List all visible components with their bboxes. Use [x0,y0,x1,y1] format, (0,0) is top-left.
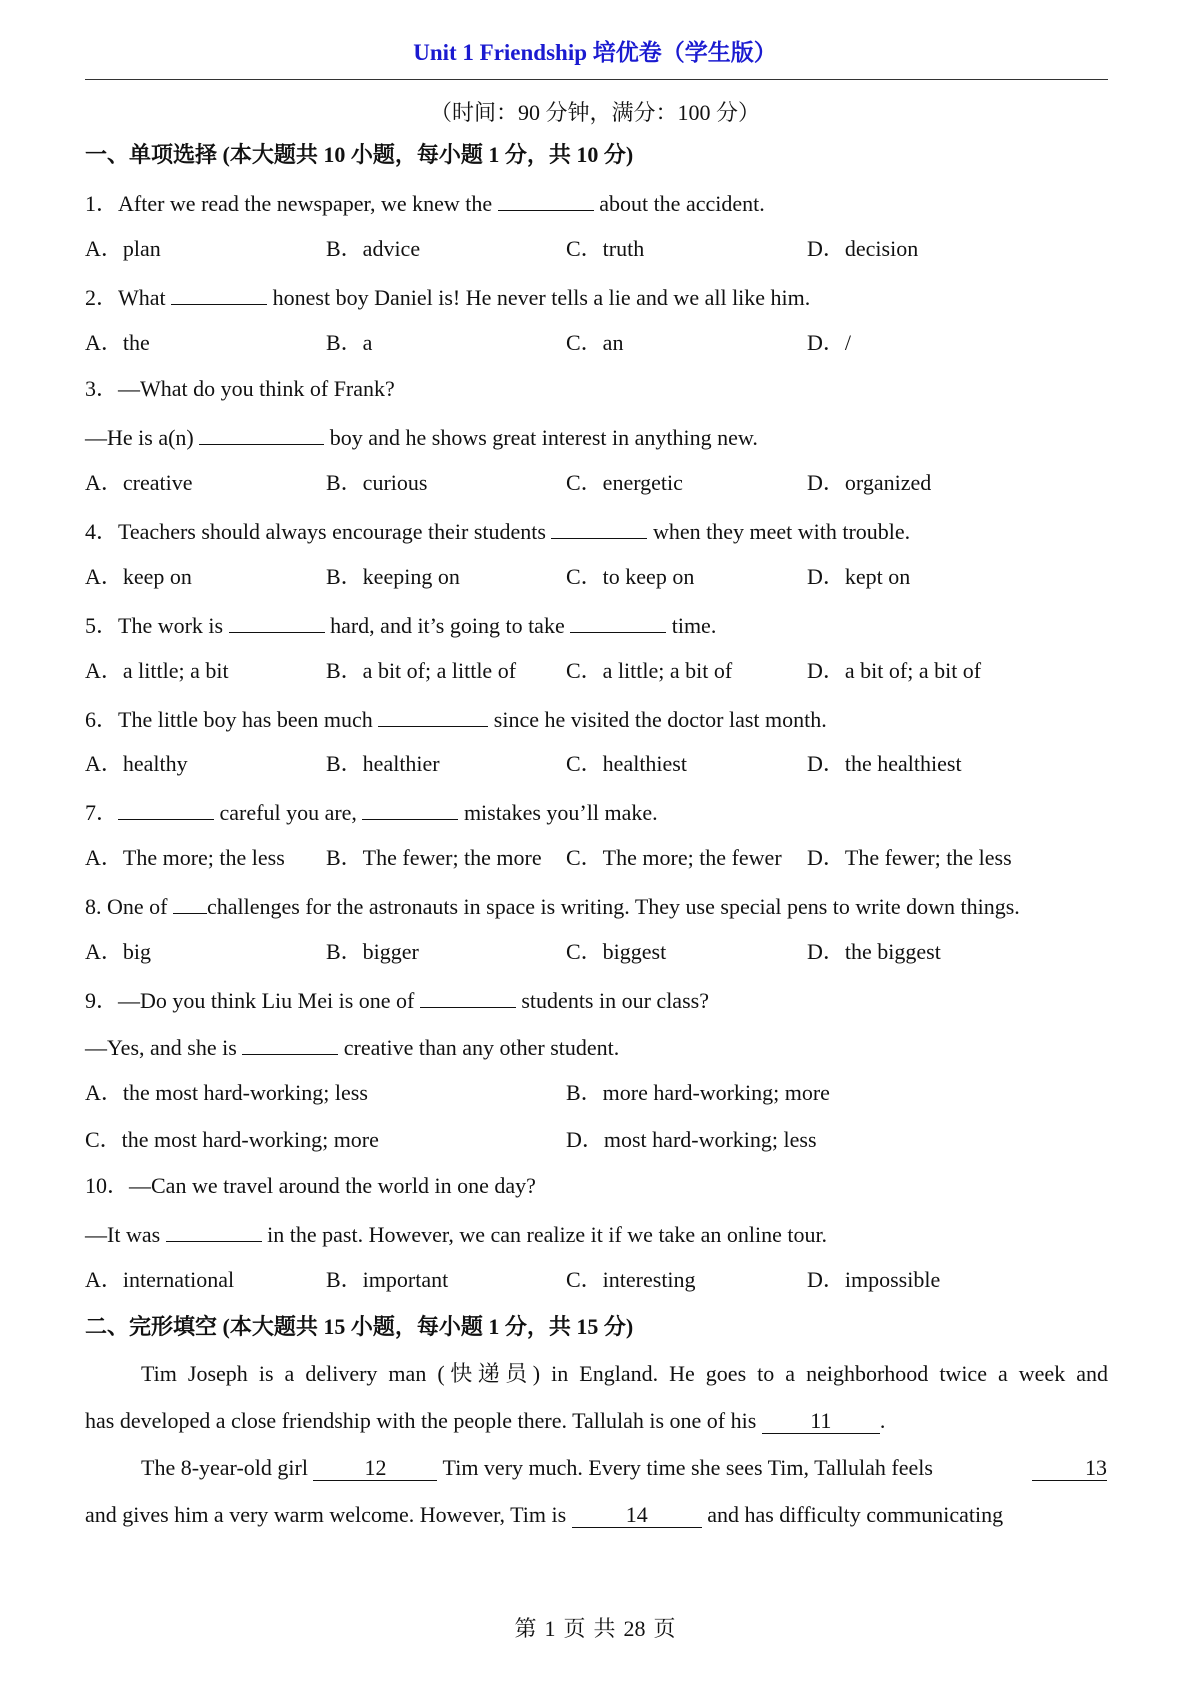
q4-option-b: B．keeping on [326,564,460,589]
question-6: 6．The little boy has been much since he visited the doctor last month. [85,704,827,734]
q8-option-d: D．the biggest [807,939,941,964]
section-2-heading: 二、完形填空 (本大题共 15 小题，每小题 1 分，共 15 分) [85,1314,634,1339]
footer-text: 页 [563,1616,586,1641]
q7-option-c: C．The more; the fewer [566,845,782,870]
page-title: Unit 1 Friendship 培优卷（学生版） [413,40,777,65]
q7-option-d: D．The fewer; the less [807,845,1012,870]
q2-option-b: B．a [326,330,373,355]
q1-option-b: B．advice [326,236,421,261]
blank-14[interactable]: 14 [572,1503,702,1528]
q10-option-c: C．interesting [566,1267,696,1292]
q8-option-a: A．big [85,939,152,964]
q9-option-c: C．the most hard-working; more [85,1127,379,1152]
q2-option-c: C．an [566,330,624,355]
blank-11[interactable]: 11 [762,1409,880,1434]
q6-option-a: A．healthy [85,751,188,776]
exam-time-info: （时间：90 分钟，满分：100 分） [429,100,760,125]
q4-option-d: D．kept on [807,564,911,589]
passage-line: The 8-year-old girl 12 Tim very much. Every time she sees Tim, Tallulah feels [141,1455,933,1480]
q5-option-c: C．a little; a bit of [566,658,733,683]
q1-option-a: A．plan [85,236,161,261]
q1-option-d: D．decision [807,236,919,261]
question-3-reply: —He is a(n) boy and he shows great interest in anything new. [85,422,758,452]
q6-option-d: D．the healthiest [807,751,962,776]
question-3: 3．—What do you think of Frank? [85,376,395,401]
question-9-reply: —Yes, and she is creative than any other student. [85,1032,619,1062]
q7-option-a: A．The more; the less [85,845,285,870]
passage-line [1032,1454,1107,1482]
q3-option-c: C．energetic [566,470,683,495]
q4-option-a: A．keep on [85,564,192,589]
q10-option-d: D．impossible [807,1267,941,1292]
page-footer [0,1612,1190,1643]
section-1-heading: 一、单项选择 (本大题共 10 小题，每小题 1 分，共 10 分) [85,142,634,167]
q3-option-a: A．creative [85,470,193,495]
q3-option-b: B．curious [326,470,428,495]
passage-line: and gives him a very warm welcome. However, Tim is 14 and has difficulty communicating [85,1502,1004,1527]
question-8: 8. One of challenges for the astronauts in space is writing. They use special pens to write down things. [85,891,1020,921]
q2-option-a: A．the [85,330,150,355]
footer-text: 共 [593,1616,616,1641]
q8-option-b: B．bigger [326,939,419,964]
question-9: 9．—Do you think Liu Mei is one of students in our class? [85,985,709,1015]
q10-option-b: B．important [326,1267,449,1292]
q5-option-a: A．a little; a bit [85,658,229,683]
passage-line: has developed a close friendship with the people there. Tallulah is one of his 11 . [85,1408,886,1433]
q5-option-b: B．a bit of; a little of [326,658,517,683]
q7-option-b: B．The fewer; the more [326,845,542,870]
passage-line: Tim Joseph is a delivery man (快递员) in England. He goes to a neighborhood twice a week and [141,1361,1108,1386]
footer-text: 第 [514,1616,537,1641]
question-1: 1．After we read the newspaper, we knew the about the accident. [85,188,765,218]
question-10: 10．—Can we travel around the world in one day? [85,1173,536,1198]
question-5: 5．The work is hard, and it’s going to take time. [85,610,716,640]
page-number: 1 [544,1616,556,1641]
q2-option-d: D．/ [807,330,852,355]
q4-option-c: C．to keep on [566,564,695,589]
q9-option-d: D．most hard-working; less [566,1127,817,1152]
q5-option-d: D．a bit of; a bit of [807,658,982,683]
title-divider [85,79,1108,80]
question-10-reply: —It was in the past. However, we can realize it if we take an online tour. [85,1219,827,1249]
q10-option-a: A．international [85,1267,235,1292]
q9-option-b: B．more hard-working; more [566,1080,830,1105]
q8-option-c: C．biggest [566,939,667,964]
blank-12[interactable]: 12 [313,1456,437,1481]
q1-option-c: C．truth [566,236,645,261]
q6-option-c: C．healthiest [566,751,687,776]
question-7: 7． careful you are, mistakes you’ll make. [85,797,658,827]
question-4: 4．Teachers should always encourage their students when they meet with trouble. [85,516,910,546]
q3-option-d: D．organized [807,470,932,495]
question-2: 2．What honest boy Daniel is! He never tells a lie and we all like him. [85,282,810,312]
q6-option-b: B．healthier [326,751,440,776]
footer-text: 页 [653,1616,676,1641]
q9-option-a: A．the most hard-working; less [85,1080,368,1105]
total-pages: 28 [623,1616,646,1641]
blank-13[interactable]: 13 [1032,1456,1107,1481]
